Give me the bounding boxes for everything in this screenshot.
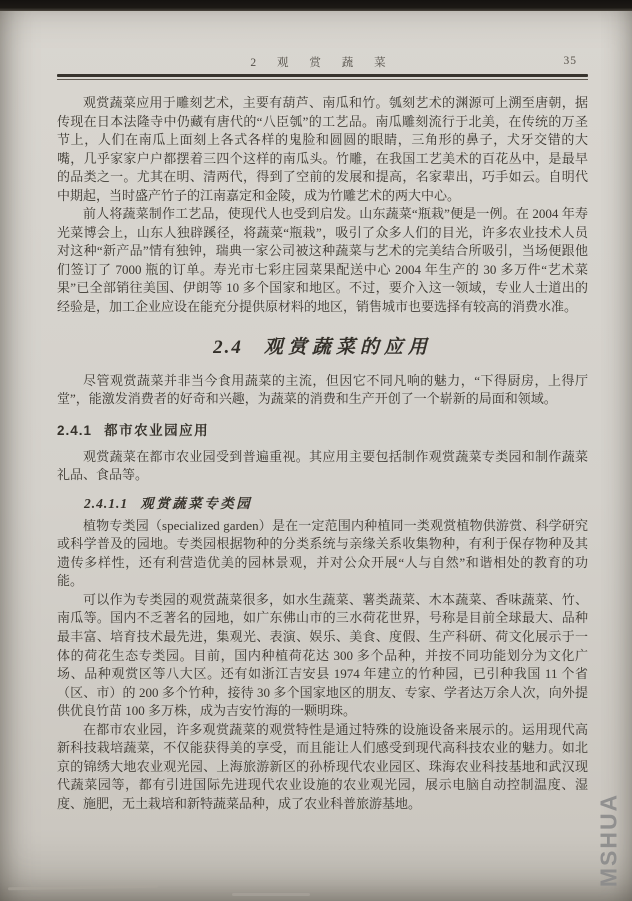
header-rule	[57, 74, 588, 80]
paragraph-carving-art: 观赏蔬菜应用于雕刻艺术，主要有葫芦、南瓜和竹。瓠刻艺术的渊源可上溯至唐朝，据传现在日本法隆寺中仍藏有唐代的“八臣瓠”的工艺品。南瓜雕刻流行于北美，在传统的万圣节上，人们在南瓜上面刻上各式各样的鬼脸和圆圆的眼睛，三角形的鼻子，犬牙交错的大嘴，几乎家家户户都摆着三四个这样的南瓜头。竹雕，在我国工艺美术的百花丛中，是最早的品类之一。尤其在明、清两代，得到了空前的发展和提高，名家辈出，巧手如云。自明代中期起，当时盛产竹子的江南嘉定和金陵，成为竹雕艺术的两大中心。	[57, 95, 588, 203]
watermark-text: MSHUA	[595, 792, 622, 888]
subsection-title: 都市农业园应用	[104, 422, 210, 438]
paragraph-section-intro: 尽管观赏蔬菜并非当今食用蔬菜的主流，但因它不同凡响的魅力，“下得厨房，上得厅堂”，能激发消费者的好奇和兴趣，为蔬菜的消费和生产开创了一个崭新的局面和领域。	[57, 372, 588, 407]
scan-edge-top	[0, 0, 632, 11]
page-body	[57, 94, 588, 814]
paragraph-bottle-art: 前人将蔬菜制作工艺品，使现代人也受到启发。山东蔬菜“瓶栽”便是一例。在 2004 年寿光菜博会上，山东人独辟蹊径，将蔬菜“瓶栽”，吸引了众多人们的目光，许多农业技术人员对这种“新产品”情有独钟，瑞典一家公司被这种蔬菜与艺术的完美结合所吸引，当场便跟他们签订了 7000 瓶的订单。寿光市七彩庄园菜果配送中心 2004 年生产的 30 多万件“艺术菜果”已全部销往美国、伊朗等 10 多个国家和地区。不过，要介入这一领域，专业人士道出的经验是，加工企业应设在能充分提供原材料的地区，销售城市也要选择有较高的消费水准。	[57, 206, 588, 315]
page-content	[57, 46, 588, 814]
paragraph-garden-examples: 可以作为专类园的观赏蔬菜很多，如水生蔬菜、薯类蔬菜、木本蔬菜、香味蔬菜、竹、南瓜等。国内不乏著名的园地，如广东佛山市的三水荷花世界，号称是目前全球最大、品种最丰富、培育技术最先进，集观光、表演、娱乐、美食、度假、生产科研、荷文化展示于一体的荷花生态专类园。目前，国内种植荷花达 300 多个品种，并按不同功能划分为文化广场、品种观赏区等八大区。还有如浙江吉安县 1974 年建立的竹种园，已引种我国 11 个省（区、市）的 200 多个竹种，接待 30 多个国家地区的朋友、专家、学者达万余人次，向外提供优良竹苗 100 多万株，成为吉安竹海的一颗明珠。	[57, 591, 588, 719]
scan-smudge	[8, 885, 158, 891]
header-rule-thin	[57, 79, 588, 80]
subsubsection-heading-2-4-1-1	[57, 492, 588, 512]
section-heading-2-4	[57, 332, 588, 359]
section-title: 观赏蔬菜的应用	[263, 336, 432, 358]
paragraph-specialized-garden: 植物专类园（specialized garden）是在一定范围内种植同一类观赏植物供游赏、科学研究或科学普及的园地。专类园根据物种的分类系统与亲缘关系收集物种，有利于保存物种及其遗传多样性，还有利营造优美的园林景观，并对公众开展“人与自然”和谐相处的教育的功能。	[57, 517, 588, 589]
section-number: 2.4	[213, 336, 243, 358]
page-number: 35	[563, 55, 577, 67]
scan-smudge	[232, 893, 310, 896]
subsection-number: 2.4.1	[57, 422, 93, 438]
paragraph-hightech-agripark: 在都市农业园，许多观赏蔬菜的观赏特性是通过特殊的设施设备来展示的。运用现代高新科技栽培蔬菜，不仅能获得美的享受，而且能让人们感受到现代高科技农业的魅力。如北京的锦绣大地农业观光园、上海旅游新区的孙桥现代农业园区、珠海农业科技基地和武汉现代蔬菜园等，都有引进国际先进现代农业设施的农业观光园，展示电脑自动控制温度、湿度、施肥，无土栽培和新特蔬菜品种，成了农业科普旅游基地。	[57, 721, 588, 811]
subsubsection-title: 观赏蔬菜专类园	[140, 495, 253, 511]
page-header	[57, 46, 588, 80]
paragraph-urban-overview: 观赏蔬菜在都市农业园受到普遍重视。其应用主要包括制作观赏蔬菜专类园和制作蔬菜礼品、食品等。	[57, 448, 588, 483]
header-rule-thick	[57, 74, 588, 77]
running-header-title: 2 观 赏 蔬 菜	[250, 57, 395, 69]
subsubsection-number: 2.4.1.1	[84, 495, 129, 511]
subsection-heading-2-4-1	[57, 419, 588, 439]
